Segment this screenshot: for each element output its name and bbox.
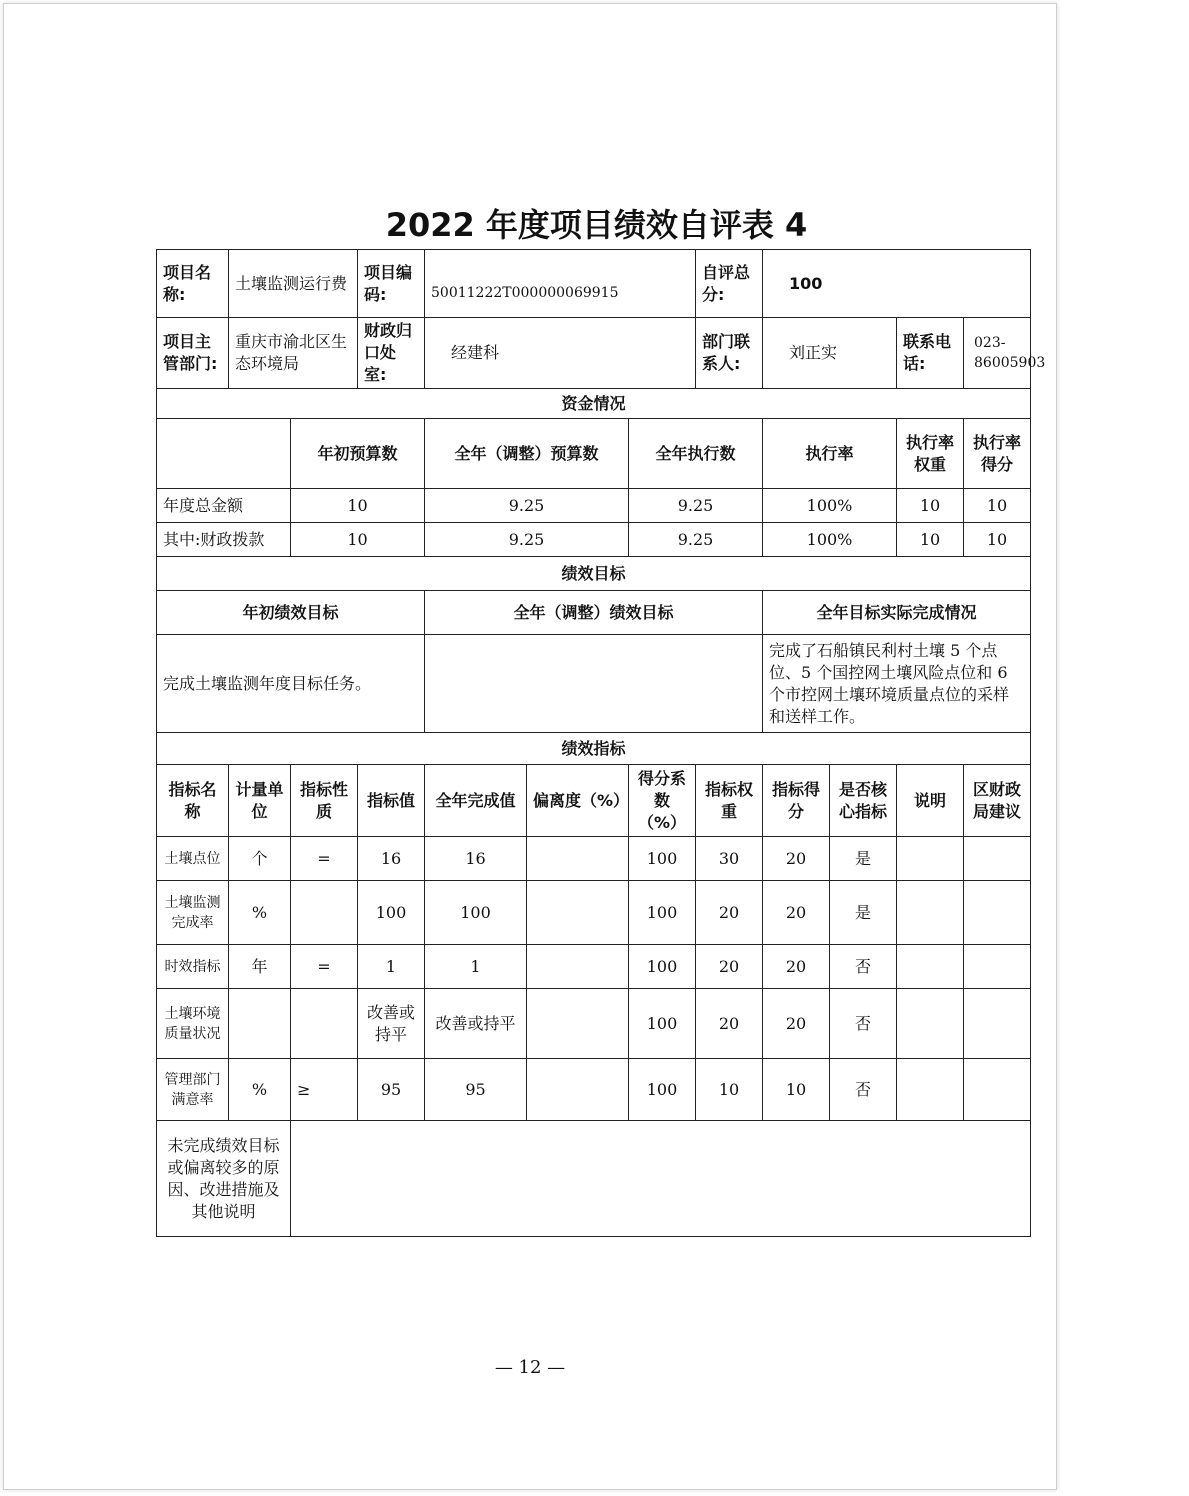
ind-core: 是 xyxy=(830,881,897,945)
evaluation-table xyxy=(156,249,1046,1237)
goals-header-actual: 全年目标实际完成情况 xyxy=(763,591,1031,635)
ind-header-nature: 指标性质 xyxy=(291,765,358,837)
ind-weight: 30 xyxy=(696,837,763,881)
ind-actual: 改善或持平 xyxy=(425,989,527,1059)
ind-deviation xyxy=(527,837,629,881)
ind-target: 100 xyxy=(358,881,425,945)
ind-target: 改善或持平 xyxy=(358,989,425,1059)
funds-cell: 10 xyxy=(964,523,1031,557)
funds-cell: 9.25 xyxy=(425,489,629,523)
ind-unit: 个 xyxy=(229,837,291,881)
funds-header-rate: 执行率 xyxy=(763,419,897,489)
ind-deviation xyxy=(527,881,629,945)
ind-name: 管理部门满意率 xyxy=(157,1059,229,1121)
indicator-row xyxy=(157,1059,1031,1121)
page-title: 2022 年度项目绩效自评表 4 xyxy=(385,206,808,244)
document-page xyxy=(3,3,1057,1490)
ind-note xyxy=(897,1059,964,1121)
ind-advice xyxy=(964,881,1031,945)
ind-score: 20 xyxy=(763,837,830,881)
indicator-row xyxy=(157,881,1031,945)
goals-adjusted xyxy=(425,635,763,733)
funds-cell: 10 xyxy=(291,489,425,523)
ind-nature xyxy=(291,881,358,945)
funds-row-label: 年度总金额 xyxy=(157,489,291,523)
goals-actual: 完成了石船镇民利村土壤 5 个点位、5 个国控网土壤风险点位和 6 个市控网土壤环境质量点位的采样和送样工作。 xyxy=(763,635,1031,733)
funds-row xyxy=(157,523,1031,557)
funds-cell: 10 xyxy=(897,489,964,523)
ind-core: 否 xyxy=(830,945,897,989)
ind-nature: = xyxy=(291,837,358,881)
goals-section-header: 绩效目标 xyxy=(157,557,1031,591)
indicators-section-header: 绩效指标 xyxy=(157,733,1031,765)
funds-cell: 9.25 xyxy=(629,523,763,557)
page-number: — 12 — xyxy=(494,1357,566,1378)
ind-core: 否 xyxy=(830,1059,897,1121)
ind-header-coef: 得分系数（%） xyxy=(629,765,696,837)
remarks-content xyxy=(291,1121,1031,1237)
contact-label: 部门联系人: xyxy=(696,318,763,389)
self-score-label: 自评总分: xyxy=(696,250,763,318)
ind-score: 20 xyxy=(763,945,830,989)
funds-section-header: 资金情况 xyxy=(157,389,1031,419)
ind-weight: 20 xyxy=(696,989,763,1059)
ind-weight: 10 xyxy=(696,1059,763,1121)
ind-advice xyxy=(964,945,1031,989)
project-code-label: 项目编码: xyxy=(358,250,425,318)
funds-cell: 10 xyxy=(291,523,425,557)
ind-deviation xyxy=(527,1059,629,1121)
funds-cell: 100% xyxy=(763,523,897,557)
ind-header-core: 是否核心指标 xyxy=(830,765,897,837)
finance-office-label: 财政归口处室: xyxy=(358,318,425,389)
ind-advice xyxy=(964,837,1031,881)
remarks-label: 未完成绩效目标或偏离较多的原因、改进措施及其他说明 xyxy=(157,1121,291,1237)
goals-initial: 完成土壤监测年度目标任务。 xyxy=(157,635,425,733)
ind-core: 是 xyxy=(830,837,897,881)
ind-header-name: 指标名称 xyxy=(157,765,229,837)
ind-coef: 100 xyxy=(629,1059,696,1121)
ind-deviation xyxy=(527,945,629,989)
ind-core: 否 xyxy=(830,989,897,1059)
ind-header-weight: 指标权重 xyxy=(696,765,763,837)
goals-header-adjusted: 全年（调整）绩效目标 xyxy=(425,591,763,635)
phone-number: 023-86005903 xyxy=(964,318,1031,389)
ind-coef: 100 xyxy=(629,837,696,881)
ind-actual: 16 xyxy=(425,837,527,881)
dept-name: 重庆市渝北区生态环境局 xyxy=(229,318,358,389)
ind-unit: % xyxy=(229,1059,291,1121)
ind-note xyxy=(897,881,964,945)
ind-coef: 100 xyxy=(629,881,696,945)
ind-actual: 100 xyxy=(425,881,527,945)
dept-label: 项目主管部门: xyxy=(157,318,229,389)
phone-label: 联系电话: xyxy=(897,318,964,389)
ind-coef: 100 xyxy=(629,989,696,1059)
ind-note xyxy=(897,945,964,989)
ind-nature xyxy=(291,989,358,1059)
ind-header-unit: 计量单位 xyxy=(229,765,291,837)
funds-cell: 9.25 xyxy=(425,523,629,557)
ind-unit: 年 xyxy=(229,945,291,989)
funds-cell: 9.25 xyxy=(629,489,763,523)
funds-header-blank xyxy=(157,419,291,489)
project-name: 土壤监测运行费 xyxy=(229,250,358,318)
ind-header-advice: 区财政局建议 xyxy=(964,765,1031,837)
ind-deviation xyxy=(527,989,629,1059)
ind-header-actual: 全年完成值 xyxy=(425,765,527,837)
ind-target: 1 xyxy=(358,945,425,989)
ind-weight: 20 xyxy=(696,945,763,989)
ind-target: 16 xyxy=(358,837,425,881)
ind-advice xyxy=(964,1059,1031,1121)
ind-name: 土壤点位 xyxy=(157,837,229,881)
funds-row xyxy=(157,489,1031,523)
funds-cell: 10 xyxy=(964,489,1031,523)
project-name-label: 项目名称: xyxy=(157,250,229,318)
ind-name: 土壤监测完成率 xyxy=(157,881,229,945)
funds-header-initial: 年初预算数 xyxy=(291,419,425,489)
funds-header-adjusted: 全年（调整）预算数 xyxy=(425,419,629,489)
ind-coef: 100 xyxy=(629,945,696,989)
contact-person: 刘正实 xyxy=(763,318,897,389)
finance-office: 经建科 xyxy=(425,318,696,389)
project-code: 50011222T000000069915 xyxy=(425,250,696,318)
indicator-row xyxy=(157,945,1031,989)
ind-score: 10 xyxy=(763,1059,830,1121)
indicator-row xyxy=(157,989,1031,1059)
ind-header-target: 指标值 xyxy=(358,765,425,837)
ind-note xyxy=(897,989,964,1059)
ind-actual: 95 xyxy=(425,1059,527,1121)
self-score: 100 xyxy=(763,250,1031,318)
ind-advice xyxy=(964,989,1031,1059)
funds-header-rate-weight: 执行率权重 xyxy=(897,419,964,489)
ind-nature: = xyxy=(291,945,358,989)
ind-score: 20 xyxy=(763,881,830,945)
ind-score: 20 xyxy=(763,989,830,1059)
indicator-row xyxy=(157,837,1031,881)
ind-name: 土壤环境质量状况 xyxy=(157,989,229,1059)
ind-name: 时效指标 xyxy=(157,945,229,989)
ind-unit: % xyxy=(229,881,291,945)
funds-cell: 10 xyxy=(897,523,964,557)
ind-note xyxy=(897,837,964,881)
ind-target: 95 xyxy=(358,1059,425,1121)
funds-cell: 100% xyxy=(763,489,897,523)
funds-header-rate-score: 执行率得分 xyxy=(964,419,1031,489)
ind-weight: 20 xyxy=(696,881,763,945)
ind-nature: ≥ xyxy=(291,1059,358,1121)
funds-row-label: 其中:财政拨款 xyxy=(157,523,291,557)
ind-header-deviation: 偏离度（%） xyxy=(527,765,629,837)
funds-header-executed: 全年执行数 xyxy=(629,419,763,489)
ind-actual: 1 xyxy=(425,945,527,989)
ind-unit xyxy=(229,989,291,1059)
ind-header-note: 说明 xyxy=(897,765,964,837)
ind-header-score: 指标得分 xyxy=(763,765,830,837)
goals-header-initial: 年初绩效目标 xyxy=(157,591,425,635)
